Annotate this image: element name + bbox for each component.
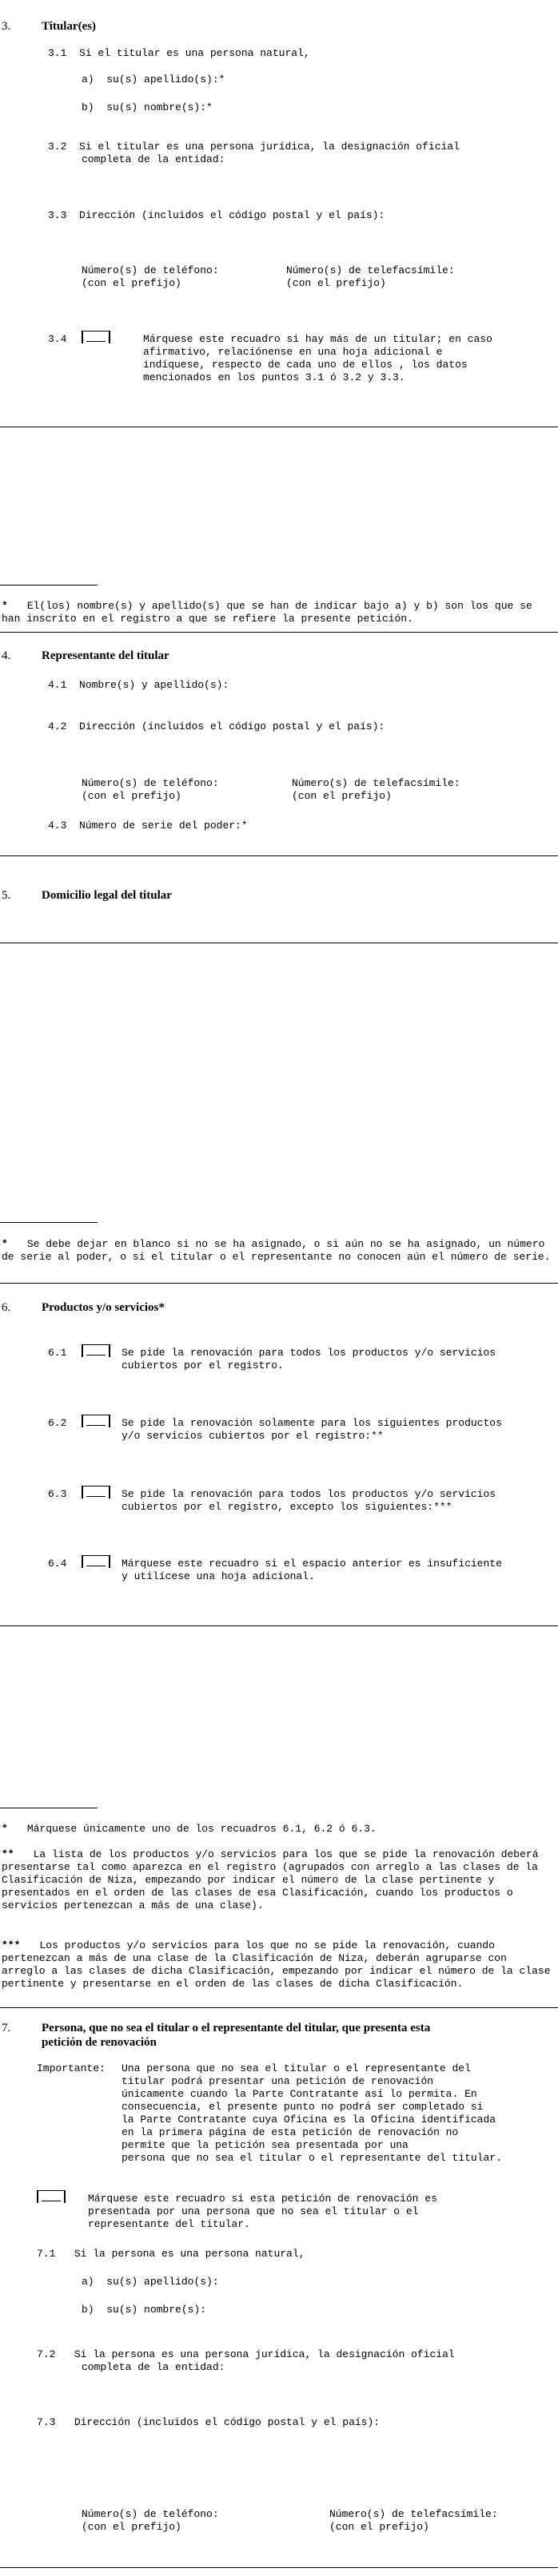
- footnote-text: El(los) nombre(s) y apellido(s) que se han de indicar bajo a) y b) son los que se han inscrito en el registro a que se refiere la presente petición.: [2, 600, 532, 625]
- important-line: titular podrá presentar una petición de renovación: [122, 2075, 434, 2087]
- fax-sublabel: (con el prefijo): [292, 790, 392, 802]
- divider: [0, 1625, 558, 1626]
- item-6-3-text-1: Se pide la renovación para todos los productos y/o servicios: [122, 1488, 496, 1500]
- item-number: 4.3: [48, 820, 67, 832]
- item-text: su(s) apellido(s):: [106, 2276, 219, 2288]
- item-text: Dirección (incluidos el código postal y el país):: [79, 720, 385, 732]
- important-line: únicamente cuando la Parte Contratante así lo permita. En: [122, 2088, 477, 2100]
- item-text: Dirección (incluidos el código postal y el país):: [79, 209, 385, 221]
- item-3-3: [48, 209, 385, 222]
- footnote-section-5: [2, 1238, 553, 1264]
- footnote-section-6-c: [2, 1939, 553, 1991]
- item-6-4-number: 6.4: [48, 1558, 67, 1570]
- phone-sublabel: (con el prefijo): [82, 2521, 181, 2533]
- item-text: Si el titular es una persona jurídica, la designación oficial: [79, 141, 460, 153]
- footnote-mark: *: [2, 1823, 8, 1835]
- item-6-1-number: 6.1: [48, 1347, 67, 1359]
- item-text: Si la persona es una persona jurídica, la designación oficial: [74, 2348, 455, 2360]
- item-number: 4.1: [48, 679, 67, 691]
- item-number: 7.2: [37, 2348, 56, 2360]
- checkbox-third-party-filer[interactable]: [37, 2190, 66, 2203]
- footnote-mark: ***: [2, 1939, 21, 1951]
- footnote-section-6-a: [2, 1823, 553, 1836]
- item-number: 3.3: [48, 209, 67, 221]
- item-3-4-text-1: Márquese este recuadro si hay más de un titular; en caso: [143, 333, 492, 345]
- section-4-heading: [2, 649, 169, 663]
- item-number: 7.3: [37, 2416, 56, 2428]
- important-line: permite que la petición sea presentada por una: [122, 2139, 409, 2151]
- section-6-heading: [2, 1300, 165, 1315]
- item-7-3: [37, 2416, 380, 2429]
- footnote-section-6-b: [2, 1848, 553, 1912]
- item-6-1-text-2: cubiertos por el registro.: [122, 1359, 284, 1371]
- divider: [0, 1283, 558, 1284]
- field-representante-nombre[interactable]: [48, 679, 229, 692]
- field-persona-nombres[interactable]: [82, 2304, 206, 2316]
- checkbox-item-text-2: presentada por una persona que no sea el titular o el: [88, 2205, 419, 2217]
- divider: [0, 2567, 558, 2568]
- item-6-3-number: 6.3: [48, 1488, 67, 1500]
- field-representante-direccion[interactable]: [48, 720, 385, 733]
- important-line: en la primera página de esta petición de renovación no: [122, 2126, 459, 2138]
- section-title: Persona, que no sea el titular o el representante del titular, que presenta esta petición de renovación: [42, 2022, 431, 2049]
- item-6-4-text-1: Márquese este recuadro si el espacio anterior es insuficiente: [122, 1558, 502, 1570]
- checkbox-additional-sheet[interactable]: [82, 1555, 110, 1568]
- item-6-1-text-1: Se pide la renovación para todos los productos y/o servicios: [122, 1347, 496, 1359]
- item-6-2-number: 6.2: [48, 1417, 67, 1429]
- item-6-3-text-2: cubiertos por el registro, excepto los siguientes:***: [122, 1501, 452, 1513]
- item-7-1: [37, 2248, 305, 2260]
- item-label: a): [82, 2276, 94, 2288]
- checkbox-item-text-1: Márquese este recuadro si esta petición de renovación es: [88, 2193, 437, 2205]
- important-line: persona que no sea el titular o el representante del titular.: [122, 2152, 502, 2164]
- divider: [0, 855, 558, 856]
- item-label: b): [82, 2304, 94, 2316]
- item-text: su(s) apellido(s):*: [106, 73, 225, 85]
- section-title: Domicilio legal del titular: [42, 889, 172, 902]
- item-text: su(s) nombre(s):*: [106, 101, 213, 113]
- section-number: 6.: [2, 1301, 11, 1314]
- item-3-4-text-4: mencionados en los puntos 3.1 ó 3.2 y 3.3.: [143, 371, 405, 383]
- phone-label: Número(s) de teléfono:: [82, 2508, 219, 2520]
- item-3-4-number: 3.4: [48, 333, 67, 345]
- footnote-text: Los productos y/o servicios para los que no se pide la renovación, cuando pertenezcan a más de una clase de la Clasificación de Niza, deberán agruparse con arreglo a las clases de dicha Clasificación, empezando por indicar el número de la clase pertinente y presentarse en el orden de las clases de dicha Clasificación.: [2, 1939, 551, 1990]
- section-7-heading: [2, 2021, 449, 2050]
- phone-sublabel: (con el prefijo): [82, 277, 181, 289]
- section-number: 7.: [2, 2022, 11, 2034]
- item-3-4-text-2: afirmativo, relaciónense en una hoja adicional e: [143, 346, 443, 358]
- item-label: b): [82, 101, 94, 113]
- item-text: Número de serie del poder:*: [79, 820, 248, 832]
- item-6-4-text-2: y utilícese una hoja adicional.: [122, 1570, 315, 1582]
- item-label: a): [82, 73, 94, 85]
- footnote-section-3: [2, 600, 553, 625]
- item-3-2-cont: completa de la entidad:: [82, 153, 225, 165]
- footnote-mark: *: [2, 600, 8, 612]
- item-number: 3.1: [48, 47, 67, 59]
- footnote-text: La lista de los productos y/o servicios para los que se pide la renovación deberá presentarse tal como aparezca en el registro (agrupados con arreglo a las clases de la Clasificación de Niza, empezando por indicar el número de la clase pertinente y presentados en el orden de las clases de esa Clasificación, cuando los productos o servicios pertenezcan a más de una clase).: [2, 1848, 539, 1911]
- checkbox-multiple-holders[interactable]: [82, 331, 110, 343]
- section-number: 5.: [2, 889, 11, 902]
- item-number: 4.2: [48, 720, 67, 732]
- checkbox-item-text-3: representante del titular.: [88, 2218, 250, 2230]
- section-5-heading: [2, 888, 172, 903]
- field-numero-poder[interactable]: [48, 820, 248, 832]
- item-6-2-text-1: Se pide la renovación solamente para los siguientes productos: [122, 1417, 502, 1429]
- important-line: Una persona que no sea el titular o el representante del: [122, 2062, 471, 2074]
- phone-sublabel: (con el prefijo): [82, 790, 181, 802]
- checkbox-renew-all[interactable]: [82, 1344, 110, 1357]
- item-text: Dirección (incluidos el código postal y el país):: [74, 2416, 381, 2428]
- phone-label: Número(s) de teléfono:: [82, 777, 219, 789]
- item-3-1: [48, 47, 310, 60]
- footnote-mark: *: [2, 1238, 8, 1250]
- item-text: Si el titular es una persona natural,: [79, 47, 310, 59]
- section-title: Productos y/o servicios*: [42, 1301, 165, 1314]
- section-3-heading: [2, 19, 96, 34]
- item-7-2-cont: completa de la entidad:: [82, 2361, 225, 2373]
- field-persona-apellidos[interactable]: [82, 2276, 219, 2288]
- fax-sublabel: (con el prefijo): [286, 277, 386, 289]
- item-number: 3.2: [48, 141, 67, 153]
- item-number: 7.1: [37, 2248, 56, 2260]
- item-text: su(s) nombre(s):: [106, 2304, 207, 2316]
- item-6-2-text-2: y/o servicios cubiertos por el registro:**: [122, 1430, 384, 1442]
- footnote-text: Márquese únicamente uno de los recuadros 6.1, 6.2 ó 6.3.: [26, 1823, 377, 1835]
- field-nombres[interactable]: [82, 101, 213, 114]
- item-3-4-text-3: indíquese, respecto de cada uno de ellos , los datos: [143, 359, 468, 371]
- section-number: 4.: [2, 649, 11, 662]
- phone-label: Número(s) de teléfono:: [82, 264, 219, 276]
- footnote-text: Se debe dejar en blanco si no se ha asignado, o si aún no se ha asignado, un número de serie al poder, o si el titular o el representante no conocen aún el número de serie.: [2, 1238, 551, 1263]
- checkbox-renew-following[interactable]: [82, 1415, 110, 1427]
- divider: [0, 632, 558, 633]
- item-text: Nombre(s) y apellido(s):: [79, 679, 229, 691]
- footnote-divider: [0, 1222, 98, 1223]
- fax-label: Número(s) de telefacsímile:: [286, 264, 455, 276]
- section-number: 3.: [2, 20, 11, 33]
- footnote-mark: **: [2, 1848, 14, 1860]
- field-apellidos[interactable]: [82, 73, 225, 86]
- checkbox-renew-except[interactable]: [82, 1486, 110, 1498]
- section-title: Representante del titular: [42, 649, 169, 662]
- item-3-2: [48, 141, 460, 153]
- important-line: consecuencia, el presente punto no podrá ser completado si: [122, 2101, 484, 2113]
- section-title: Titular(es): [42, 20, 97, 33]
- fax-label: Número(s) de telefacsímile:: [329, 2508, 498, 2520]
- fax-label: Número(s) de telefacsímile:: [292, 777, 460, 789]
- fax-sublabel: (con el prefijo): [329, 2521, 429, 2533]
- divider: [0, 2007, 558, 2008]
- item-7-2: [37, 2348, 455, 2361]
- item-text: Si la persona es una persona natural,: [74, 2248, 305, 2260]
- important-line: la Parte Contratante cuya Oficina es la Oficina identificada: [122, 2114, 496, 2125]
- important-label: Importante:: [37, 2062, 106, 2074]
